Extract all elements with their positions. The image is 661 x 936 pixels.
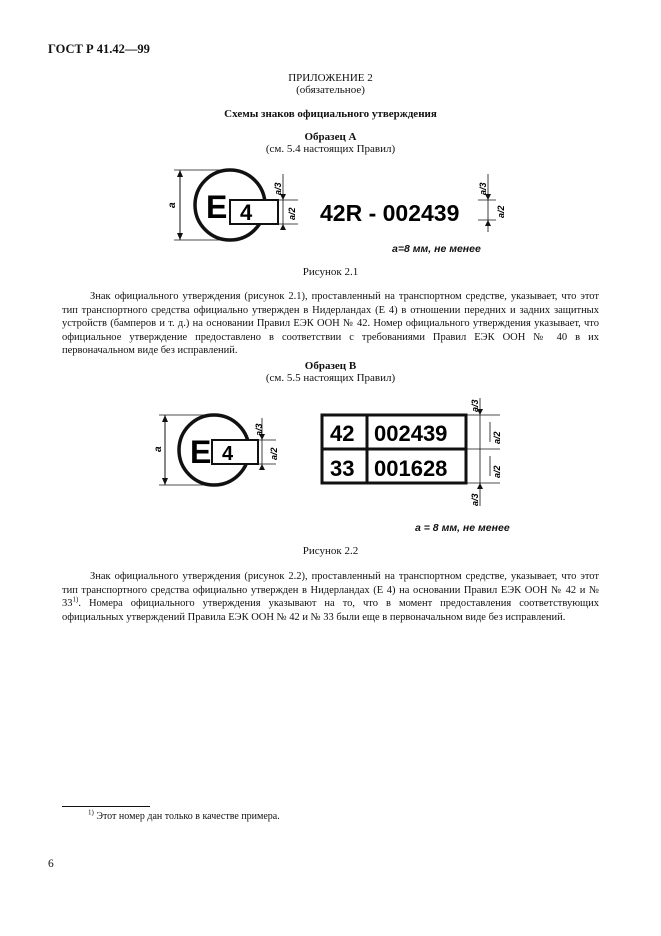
paragraph-2 bbox=[62, 570, 599, 624]
row-2-regulation: 33 bbox=[330, 456, 355, 481]
sample-b-dim-a: a bbox=[153, 446, 164, 452]
sample-a-mark-number: 4 bbox=[240, 200, 253, 225]
footnote-marker: 1) bbox=[88, 808, 94, 817]
sample-a-dim-a2-right: a/2 bbox=[496, 205, 506, 218]
sample-b-dim-a2: a/2 bbox=[269, 447, 279, 460]
paragraph-2-text-after: . Номера официального утверждения указывают на то, что в момент предоставления соответствующих официальных утверждений Правила ЕЭК ООН № 42 и № 33 были еще в первоначальном виде без исправлений. bbox=[62, 598, 599, 623]
row-2-number: 001628 bbox=[374, 456, 448, 481]
document-code: ГОСТ Р 41.42—99 bbox=[48, 42, 150, 56]
sample-b-dim-a2-row2: a/2 bbox=[492, 465, 502, 478]
sample-a-dim-a3: a/3 bbox=[273, 182, 283, 195]
paragraph-2-text-before: Знак официального утверждения (рисунок 2.2), проставленный на транспортном средстве, указывает, что этот тип транспортного средства официально утвержден в Нидерландах (Е 4) на основании Правил ЕЭК ООН № 42 и № 33 bbox=[62, 571, 599, 609]
footnote-separator bbox=[62, 806, 150, 807]
footnote-ref: 1) bbox=[72, 595, 79, 604]
sample-b-dim-a3-top: a/3 bbox=[470, 399, 480, 412]
sample-a-ref: (см. 5.4 настоящих Правил) bbox=[265, 143, 396, 155]
figure-2-1-label: Рисунок 2.1 bbox=[302, 266, 359, 278]
sample-a-dim-a: a bbox=[167, 202, 178, 208]
sample-b-dim-a3-bottom: a/3 bbox=[470, 493, 480, 506]
paragraph-1-text: Знак официального утверждения (рисунок 2.1), проставленный на транспортном средстве, указывает, что этот тип транспортного средства официально утвержден в Нидерландах (Е 4) в отношении передних и задних защитных устройств (бамперов и т. д.) на основании Правил ЕЭК ООН № 42. Номер официального утверждения указывает, что официальное утверждение предоставлено в соответствии с требованиями Правил ЕЭК ООН № 40 в их первоначальном виде без исправлений. bbox=[62, 291, 599, 356]
appendix-title: ПРИЛОЖЕНИЕ 2 bbox=[288, 72, 373, 84]
sample-b-mark-number: 4 bbox=[222, 443, 234, 465]
sample-b-ref: (см. 5.5 настоящих Правил) bbox=[265, 372, 396, 384]
page-number: 6 bbox=[48, 858, 54, 870]
sample-a-title: Образец А bbox=[304, 131, 357, 143]
sample-b-dim-a2-row1: a/2 bbox=[492, 431, 502, 444]
sample-a-dim-a2-box: a/2 bbox=[287, 207, 297, 220]
sample-b-size-note: a = 8 мм, не менее bbox=[415, 522, 510, 534]
sample-a-mark-letter: E bbox=[206, 189, 228, 225]
sample-a-size-note: a=8 мм, не менее bbox=[392, 243, 481, 255]
sample-b-mark-letter: E bbox=[190, 434, 212, 470]
section-title: Схемы знаков официального утверждения bbox=[224, 108, 437, 120]
figure-2-2-label: Рисунок 2.2 bbox=[302, 545, 359, 557]
paragraph-1 bbox=[62, 290, 599, 358]
row-1-number: 002439 bbox=[374, 421, 448, 446]
sample-b-title: Образец В bbox=[304, 360, 357, 372]
appendix-subtitle: (обязательное) bbox=[296, 84, 365, 96]
footnote-text: Этот номер дан только в качестве примера. bbox=[96, 811, 280, 822]
sample-a-dim-a3-right: a/3 bbox=[478, 182, 488, 195]
country-number-box-b bbox=[212, 440, 258, 464]
row-1-regulation: 42 bbox=[330, 421, 355, 446]
sample-b-dim-a3: a/3 bbox=[254, 423, 264, 436]
figure-2-2-diagram bbox=[150, 390, 520, 515]
sample-a-approval-number: 42R - 002439 bbox=[320, 200, 460, 226]
footnote bbox=[88, 808, 280, 822]
country-number-box bbox=[230, 200, 278, 224]
